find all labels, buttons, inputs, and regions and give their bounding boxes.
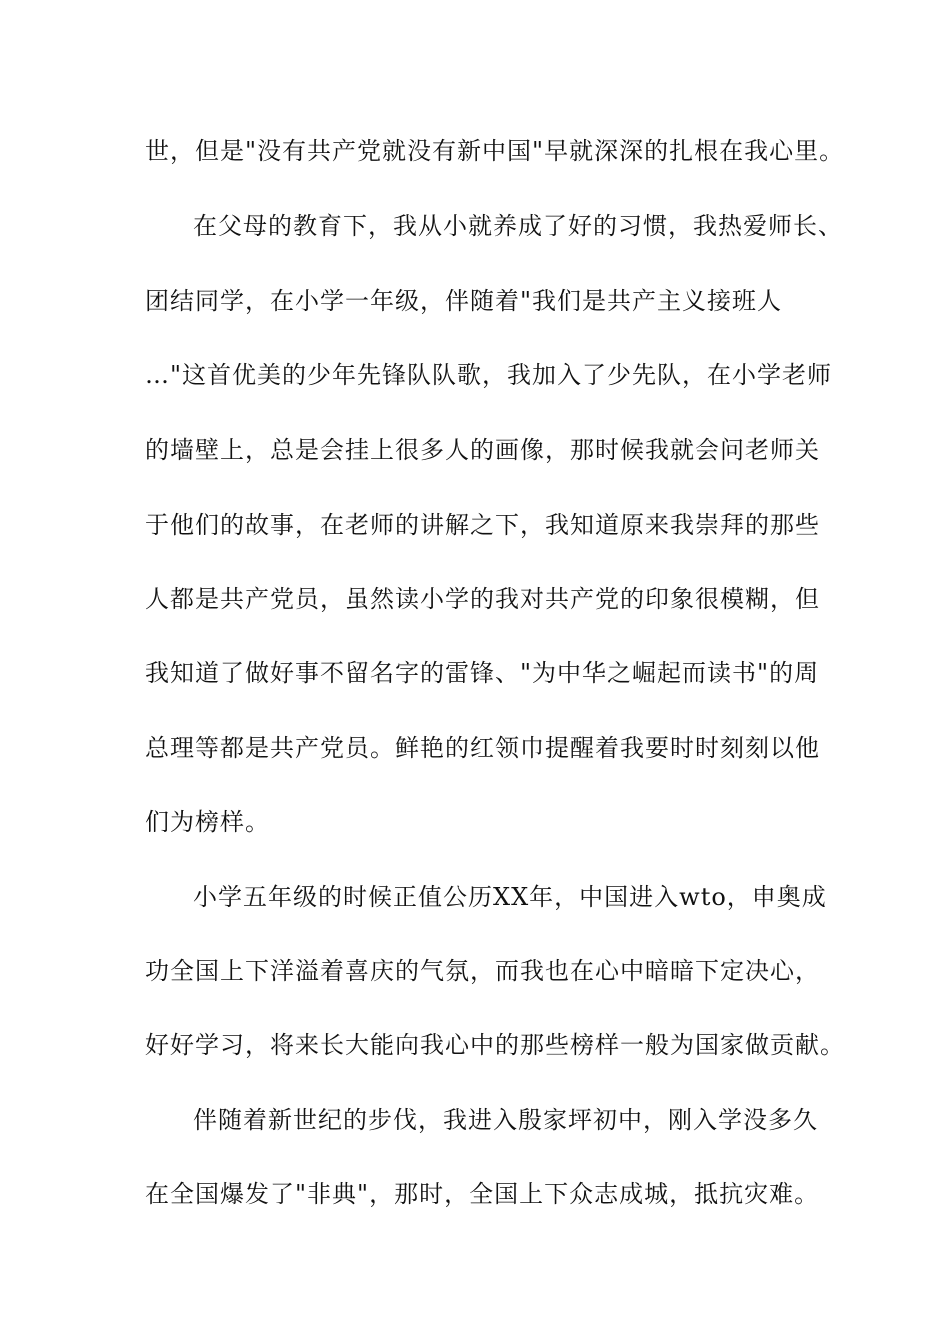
text-line-6: 于他们的故事，在老师的讲解之下，我知道原来我崇拜的那些 (145, 511, 820, 539)
text-line-3: 团结同学，在小学一年级，伴随着"我们是共产主义接班人 (145, 287, 783, 315)
paragraph-start-line-14: 伴随着新世纪的步伐，我进入殷家坪初中，刚入学没多久 (193, 1106, 818, 1134)
text-line-1: 世，但是"没有共产党就没有新中国"早就深深的扎根在我心里。 (145, 137, 845, 165)
paragraph-start-line-11: 小学五年级的时候正值公历XX年，中国进入wto，申奥成 (193, 883, 827, 911)
text-line-8: 我知道了做好事不留名字的雷锋、"为中华之崛起而读书"的周 (145, 659, 820, 687)
text-line-4: …"这首优美的少年先锋队队歌，我加入了少先队，在小学老师 (145, 361, 833, 389)
text-line-13: 好好学习，将来长大能向我心中的那些榜样一般为国家做贡献。 (145, 1031, 845, 1059)
text-line-7: 人都是共产党员，虽然读小学的我对共产党的印象很模糊，但 (145, 585, 820, 613)
text-line-5: 的墙壁上，总是会挂上很多人的画像，那时候我就会问老师关 (145, 436, 820, 464)
text-line-10: 们为榜样。 (145, 808, 270, 836)
text-line-9: 总理等都是共产党员。鲜艳的红领巾提醒着我要时时刻刻以他 (145, 734, 820, 762)
text-line-12: 功全国上下洋溢着喜庆的气氛，而我也在心中暗暗下定决心， (145, 957, 820, 985)
text-line-15: 在全国爆发了"非典"，那时，全国上下众志成城，抵抗灾难。 (145, 1180, 820, 1208)
paragraph-start-line-2: 在父母的教育下，我从小就养成了好的习惯，我热爱师长、 (193, 212, 843, 240)
